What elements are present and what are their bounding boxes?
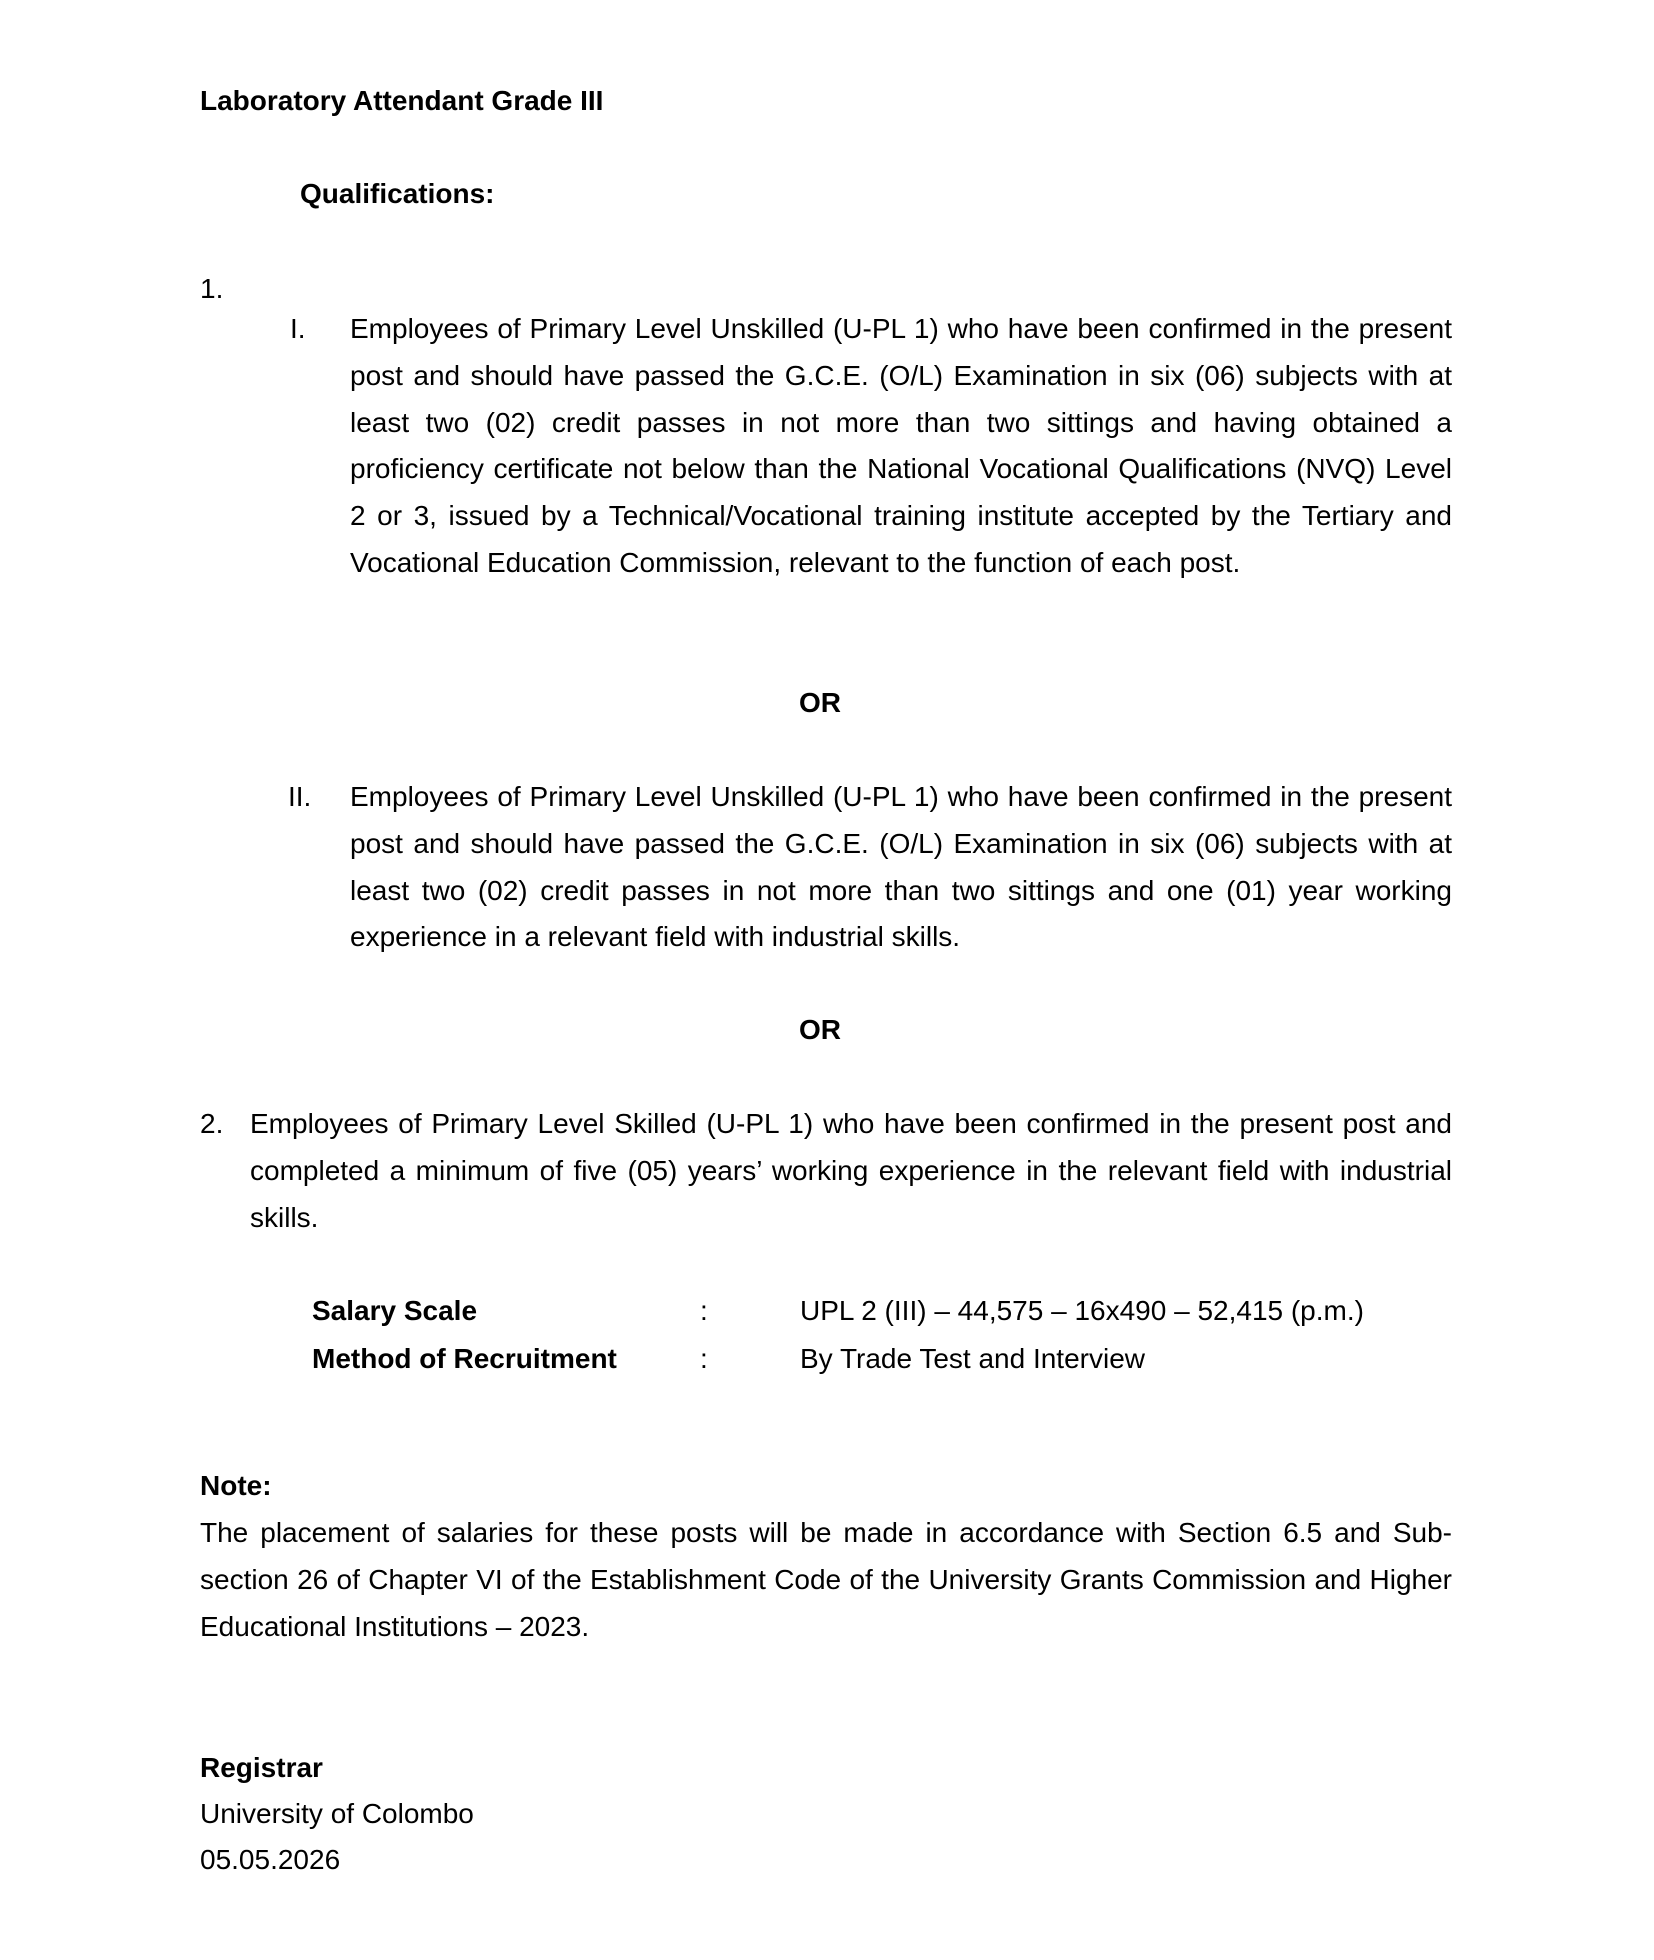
note-heading: Note: (200, 1470, 272, 1501)
recruitment-method-label: Method of Recruitment (312, 1343, 617, 1374)
recruitment-method-row (312, 1341, 1492, 1377)
salary-scale-value: UPL 2 (III) – 44,575 – 16x490 – 52,415 (p.m.) (800, 1295, 1364, 1326)
option-ii-numeral: II. (288, 781, 312, 812)
section-2-text: Employees of Primary Level Skilled (U-PL 1) who have been confirmed in the present post and completed a minimum of five (05) years’ working experience in the relevant field with industrial skills. (250, 1108, 1452, 1233)
recruitment-method-colon: : (700, 1343, 708, 1374)
option-ii-text: Employees of Primary Level Unskilled (U-PL 1) who have been confirmed in the present post and should have passed the G.C.E. (O/L) Examination in six (06) subjects with at least two (02) credit passes in not more than two sittings and one (01) year working experience in a relevant field with industrial skills. (350, 781, 1452, 953)
signature-title: Registrar (200, 1752, 323, 1783)
qualifications-heading: Qualifications: (300, 178, 495, 209)
signature-date: 05.05.2026 (200, 1844, 341, 1875)
or-separator-2: OR (799, 1014, 841, 1045)
salary-scale-row (312, 1293, 1492, 1329)
note-text: The placement of salaries for these posts will be made in accordance with Section 6.5 and Sub-section 26 of Chapter VI of the Establishment Code of the University Grants Commission and Higher Educational Institutions – 2023. (200, 1517, 1452, 1642)
section-1-number: 1. (200, 273, 224, 304)
section-2-number: 2. (200, 1108, 224, 1139)
signature-organization: University of Colombo (200, 1798, 474, 1829)
option-i-numeral: I. (290, 313, 306, 344)
option-i-text: Employees of Primary Level Unskilled (U-PL 1) who have been confirmed in the present post and should have passed the G.C.E. (O/L) Examination in six (06) subjects with at least two (02) credit passes in not more than two sittings and having obtained a proficiency certificate not below than the National Vocational Qualifications (NVQ) Level 2 or 3, issued by a Technical/Vocational training institute accepted by the Tertiary and Vocational Education Commission, relevant to the function of each post. (350, 313, 1452, 578)
recruitment-method-value: By Trade Test and Interview (800, 1343, 1145, 1374)
document-title: Laboratory Attendant Grade III (200, 85, 604, 116)
salary-scale-label: Salary Scale (312, 1295, 478, 1326)
salary-scale-colon: : (700, 1295, 708, 1326)
or-separator-1: OR (799, 687, 841, 718)
